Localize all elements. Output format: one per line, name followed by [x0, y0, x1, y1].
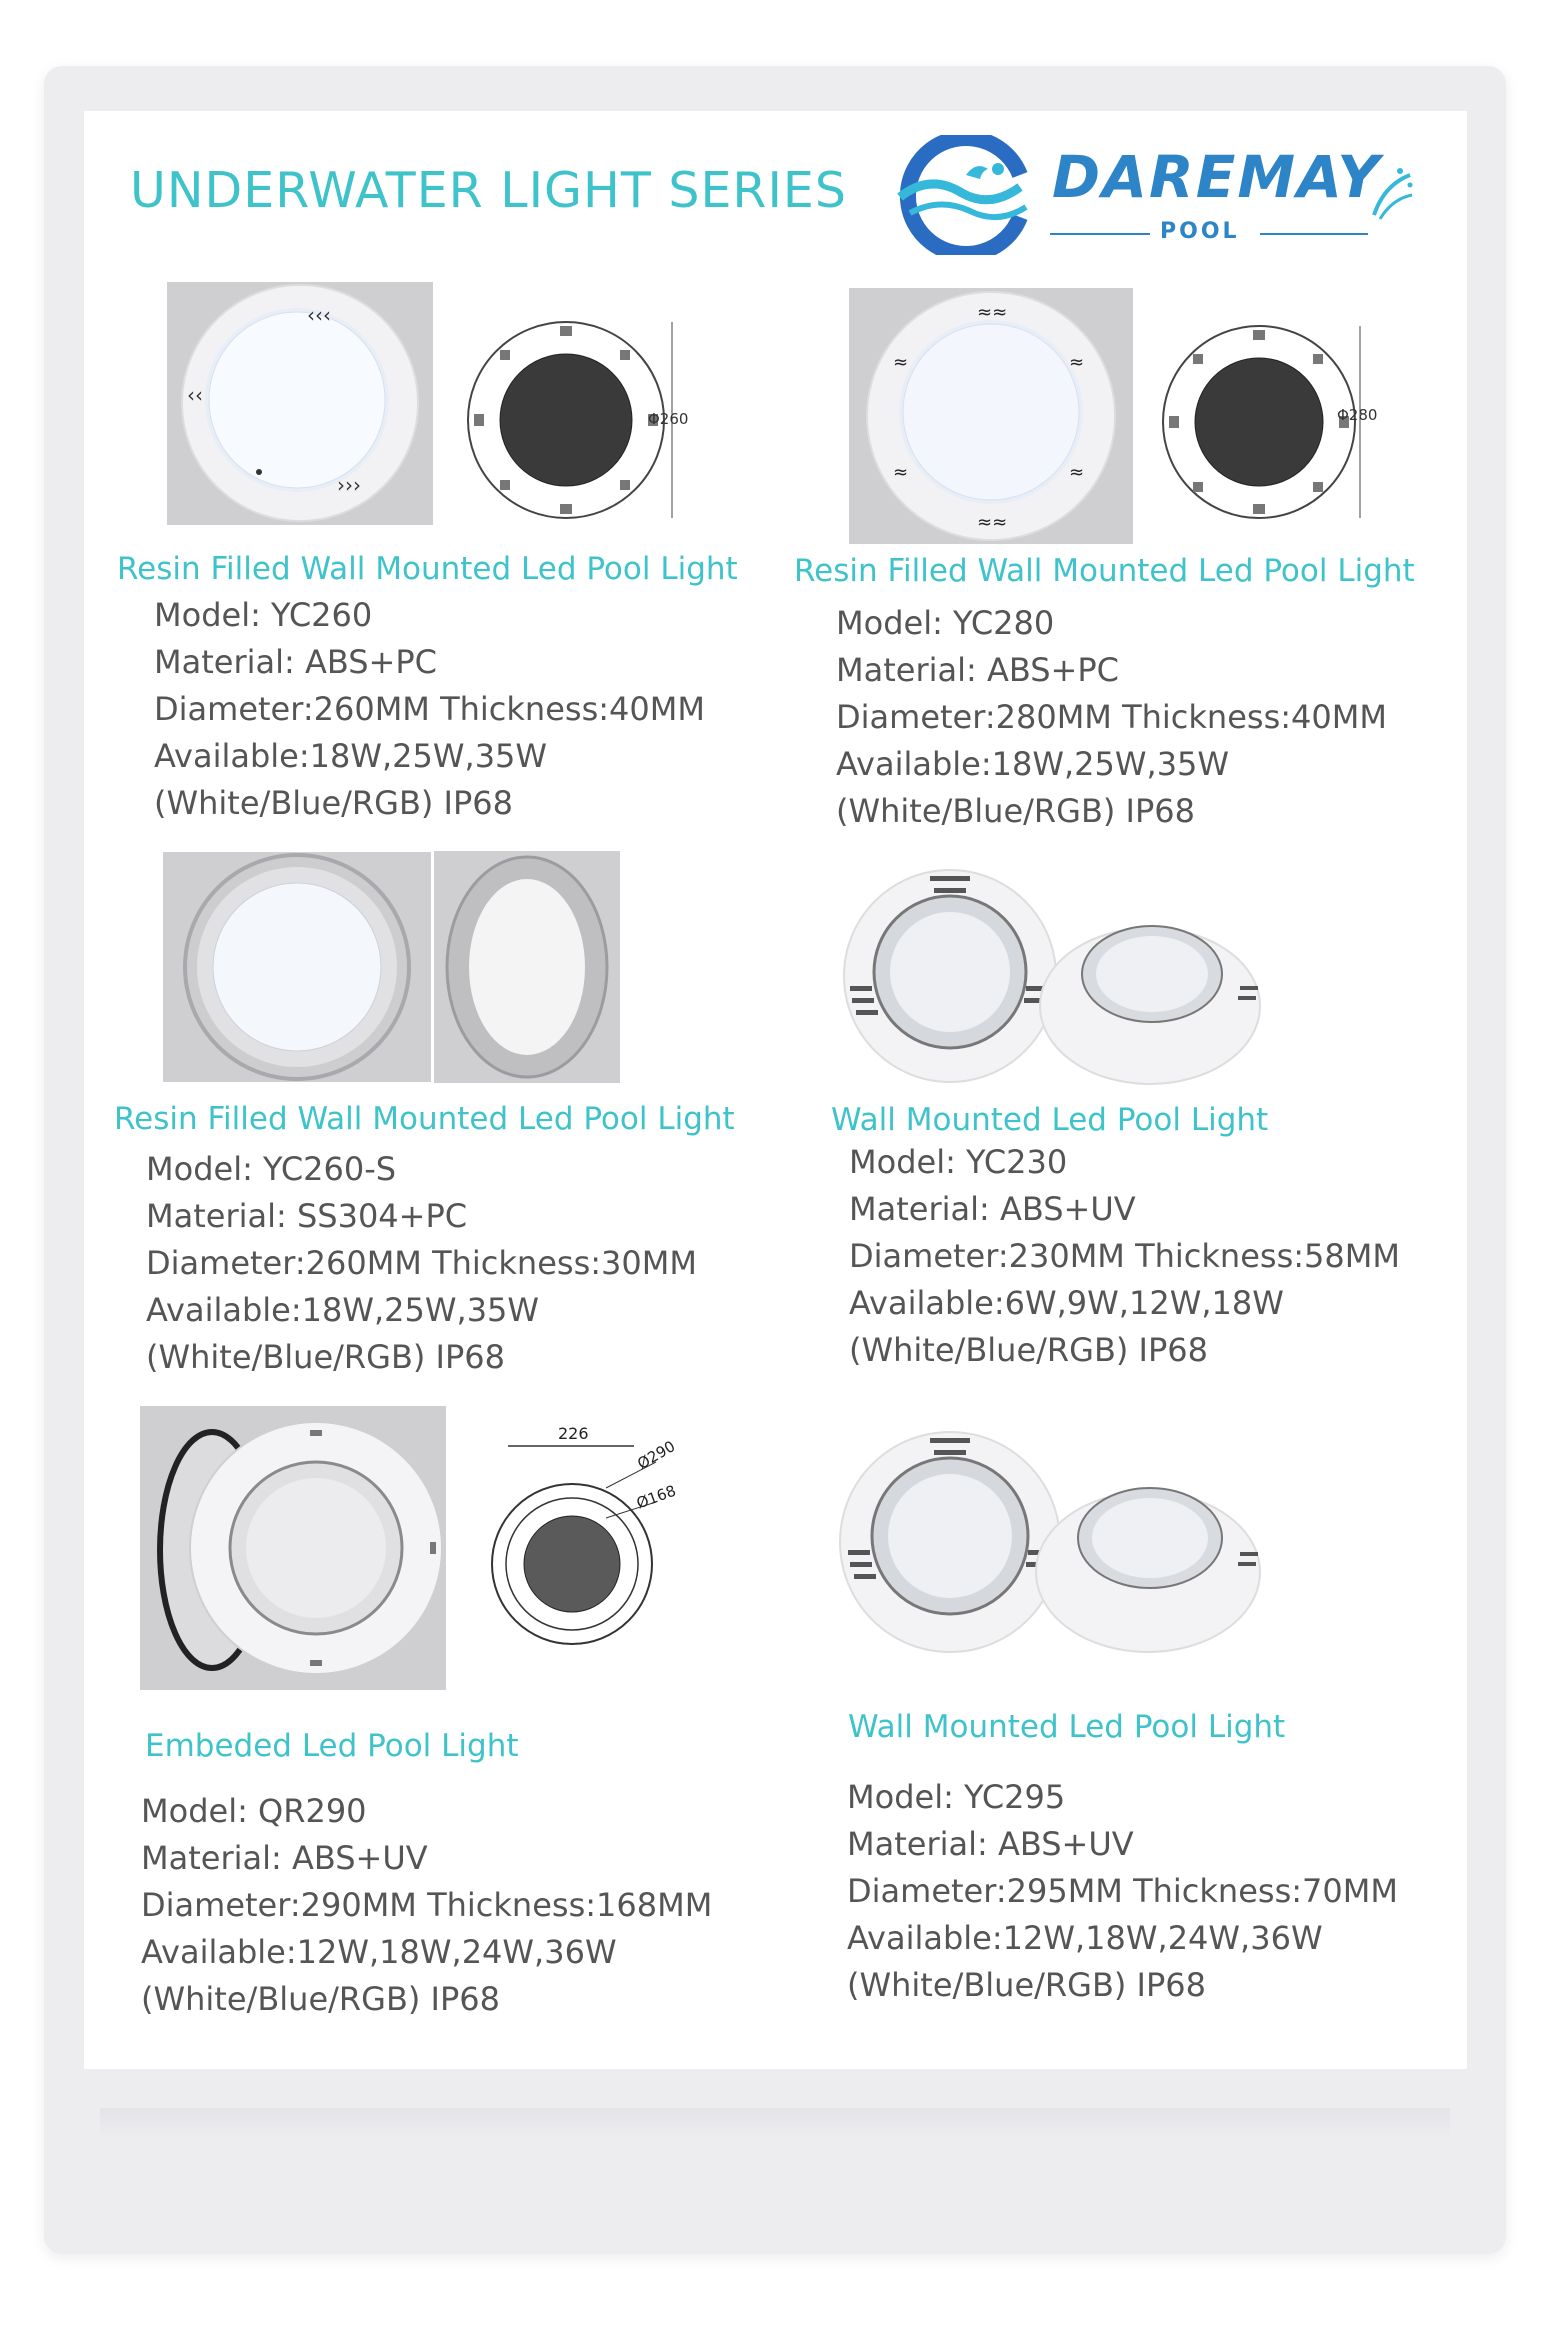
product-specs-yc280 [836, 600, 1387, 835]
spec-material: Material: ABS+UV [849, 1190, 1136, 1228]
product-title-yc280: Resin Filled Wall Mounted Led Pool Light [794, 553, 1415, 589]
spec-model: Model: YC230 [849, 1143, 1068, 1181]
page-title: UNDERWATER LIGHT SERIES [130, 162, 847, 219]
product-photo-yc280 [849, 288, 1133, 544]
product-title-yc260: Resin Filled Wall Mounted Led Pool Light [117, 551, 738, 587]
product-drawing-yc280 [1155, 314, 1387, 530]
spec-material: Material: ABS+UV [141, 1839, 428, 1877]
spec-dimension: Diameter:260MM Thickness:30MM [146, 1244, 697, 1282]
spec-options: (White/Blue/RGB) IP68 [836, 792, 1195, 830]
spec-available: Available:12W,18W,24W,36W [847, 1919, 1323, 1957]
product-drawing-qr290 [486, 1418, 690, 1670]
svg-text:≈: ≈ [893, 462, 909, 483]
spec-available: Available:6W,9W,12W,18W [849, 1284, 1284, 1322]
product-photo-qr290 [140, 1406, 446, 1690]
product-photo-yc260-s-ring [434, 851, 620, 1083]
drawing-dimension-label: Φ280 [1337, 406, 1378, 424]
spec-available: Available:18W,25W,35W [146, 1291, 540, 1329]
product-specs-yc260 [154, 592, 705, 827]
logo-wordmark: DAREMAY [1052, 143, 1382, 211]
drawing-width-label: 226 [558, 1424, 589, 1443]
logo-rule-right [1260, 233, 1368, 235]
product-title-yc260-s: Resin Filled Wall Mounted Led Pool Light [114, 1101, 735, 1137]
spec-available: Available:12W,18W,24W,36W [141, 1933, 617, 1971]
spec-model: Model: YC260 [154, 596, 373, 634]
spec-options: (White/Blue/RGB) IP68 [154, 784, 513, 822]
spec-model: Model: YC295 [847, 1778, 1066, 1816]
spec-model: Model: YC260-S [146, 1150, 397, 1188]
svg-text:›››: ››› [337, 473, 361, 497]
spec-options: (White/Blue/RGB) IP68 [847, 1966, 1206, 2004]
svg-text:≈: ≈ [893, 352, 909, 373]
spec-dimension: Diameter:290MM Thickness:168MM [141, 1886, 713, 1924]
spec-dimension: Diameter:295MM Thickness:70MM [847, 1872, 1398, 1910]
splash-icon [1370, 165, 1414, 225]
product-specs-yc295 [847, 1774, 1398, 2009]
product-title-yc295: Wall Mounted Led Pool Light [848, 1709, 1286, 1745]
product-photo-yc230 [830, 856, 1292, 1096]
spec-material: Material: ABS+UV [847, 1825, 1134, 1863]
product-title-qr290: Embeded Led Pool Light [145, 1728, 519, 1764]
spec-model: Model: YC280 [836, 604, 1055, 642]
drawing-inner-diameter-label: Ø168 [634, 1481, 679, 1513]
logo-rule-left [1050, 233, 1150, 235]
spec-available: Available:18W,25W,35W [154, 737, 548, 775]
spec-dimension: Diameter:230MM Thickness:58MM [849, 1237, 1400, 1275]
product-photo-yc260-s [163, 852, 431, 1082]
spec-dimension: Diameter:260MM Thickness:40MM [154, 690, 705, 728]
svg-text:≈: ≈ [1069, 462, 1085, 483]
product-specs-yc230 [849, 1139, 1400, 1374]
spec-material: Material: ABS+PC [154, 643, 437, 681]
spec-model: Model: QR290 [141, 1792, 367, 1830]
svg-text:‹‹: ‹‹ [187, 383, 203, 407]
drawing-dimension-label: Φ260 [648, 410, 689, 428]
brand-logo [870, 135, 1415, 255]
spec-options: (White/Blue/RGB) IP68 [146, 1338, 505, 1376]
svg-text:‹‹‹: ‹‹‹ [307, 303, 331, 327]
spec-available: Available:18W,25W,35W [836, 745, 1230, 783]
product-photo-yc260 [167, 282, 433, 525]
product-specs-qr290 [141, 1788, 712, 2023]
product-title-yc230: Wall Mounted Led Pool Light [831, 1102, 1269, 1138]
spec-material: Material: SS304+PC [146, 1197, 468, 1235]
product-photo-yc295 [830, 1418, 1290, 1664]
frame-shadow [100, 2108, 1450, 2138]
logo-subtext: POOL [1160, 219, 1240, 244]
drawing-outer-diameter-label: Ø290 [634, 1437, 679, 1473]
logo-emblem-icon [870, 135, 1040, 255]
spec-dimension: Diameter:280MM Thickness:40MM [836, 698, 1387, 736]
spec-options: (White/Blue/RGB) IP68 [141, 1980, 500, 2018]
spec-options: (White/Blue/RGB) IP68 [849, 1331, 1208, 1369]
svg-text:≈: ≈ [1069, 352, 1085, 373]
product-specs-yc260-s [146, 1146, 697, 1381]
svg-text:≈≈: ≈≈ [977, 302, 1008, 323]
product-drawing-yc260 [462, 310, 694, 532]
svg-text:≈≈: ≈≈ [977, 512, 1008, 533]
spec-material: Material: ABS+PC [836, 651, 1119, 689]
